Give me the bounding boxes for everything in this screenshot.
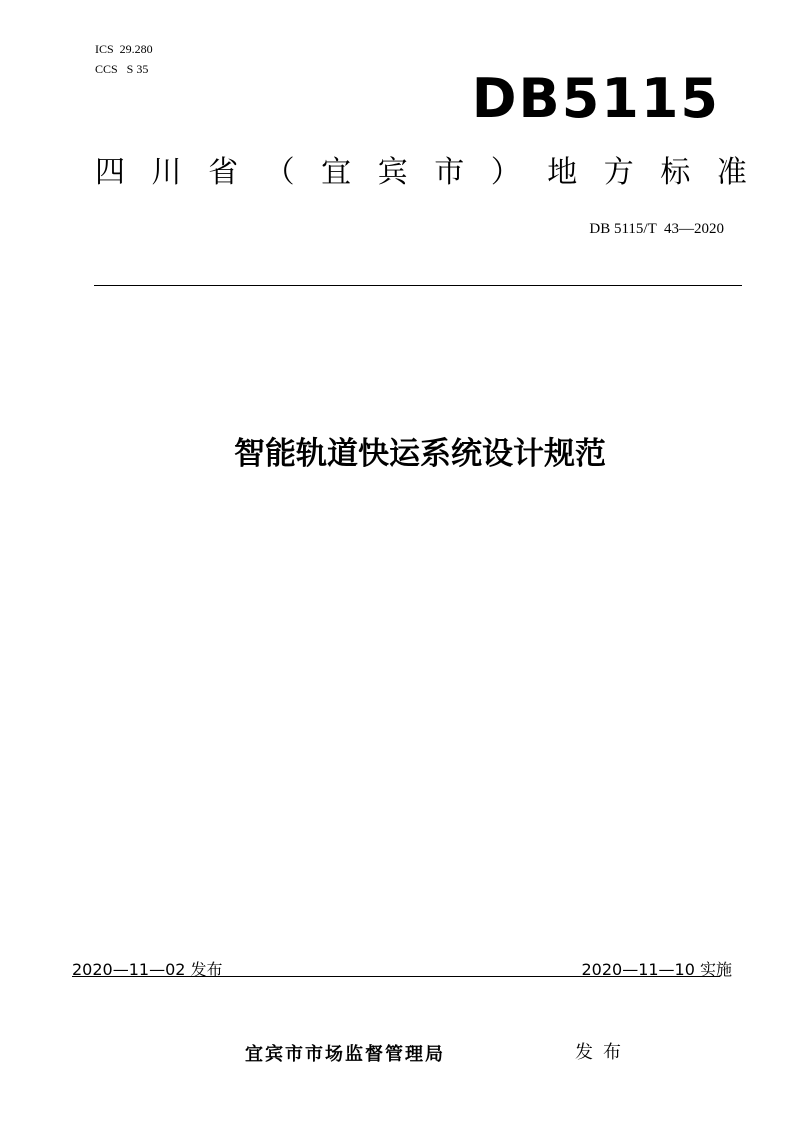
document-title: 智能轨道快运系统设计规范 [234, 436, 606, 472]
standard-type-char: （ [264, 155, 295, 190]
publisher: 宜宾市市场监督管理局 [245, 1044, 445, 1065]
db-code: DB5115 [471, 67, 720, 130]
standard-type-char: 标 [660, 155, 691, 190]
standard-number: DB 5115/T 43—2020 [589, 221, 724, 237]
standard-type-char: 四 [95, 155, 125, 190]
standard-type-char: 宾 [377, 155, 408, 190]
publish-label: 发布 [575, 1042, 631, 1063]
standard-type-char: ） [490, 155, 521, 190]
standard-type-char: 宜 [321, 155, 352, 190]
standard-type-char: 市 [434, 155, 465, 190]
standard-type-char: 方 [603, 155, 634, 190]
implement-date: 2020—11—10 实施 [581, 960, 732, 979]
standard-type-char: 地 [547, 155, 578, 190]
bottom-divider [72, 976, 720, 977]
standard-type-char: 省 [208, 155, 239, 190]
standard-type-heading [95, 155, 747, 190]
ccs-code: CCS S 35 [95, 62, 149, 76]
standard-type-char: 川 [151, 155, 182, 190]
top-divider [94, 285, 742, 286]
standard-type-char: 准 [716, 155, 747, 190]
publish-date: 2020—11—02 发布 [72, 960, 223, 979]
ics-code: ICS 29.280 [95, 42, 153, 56]
